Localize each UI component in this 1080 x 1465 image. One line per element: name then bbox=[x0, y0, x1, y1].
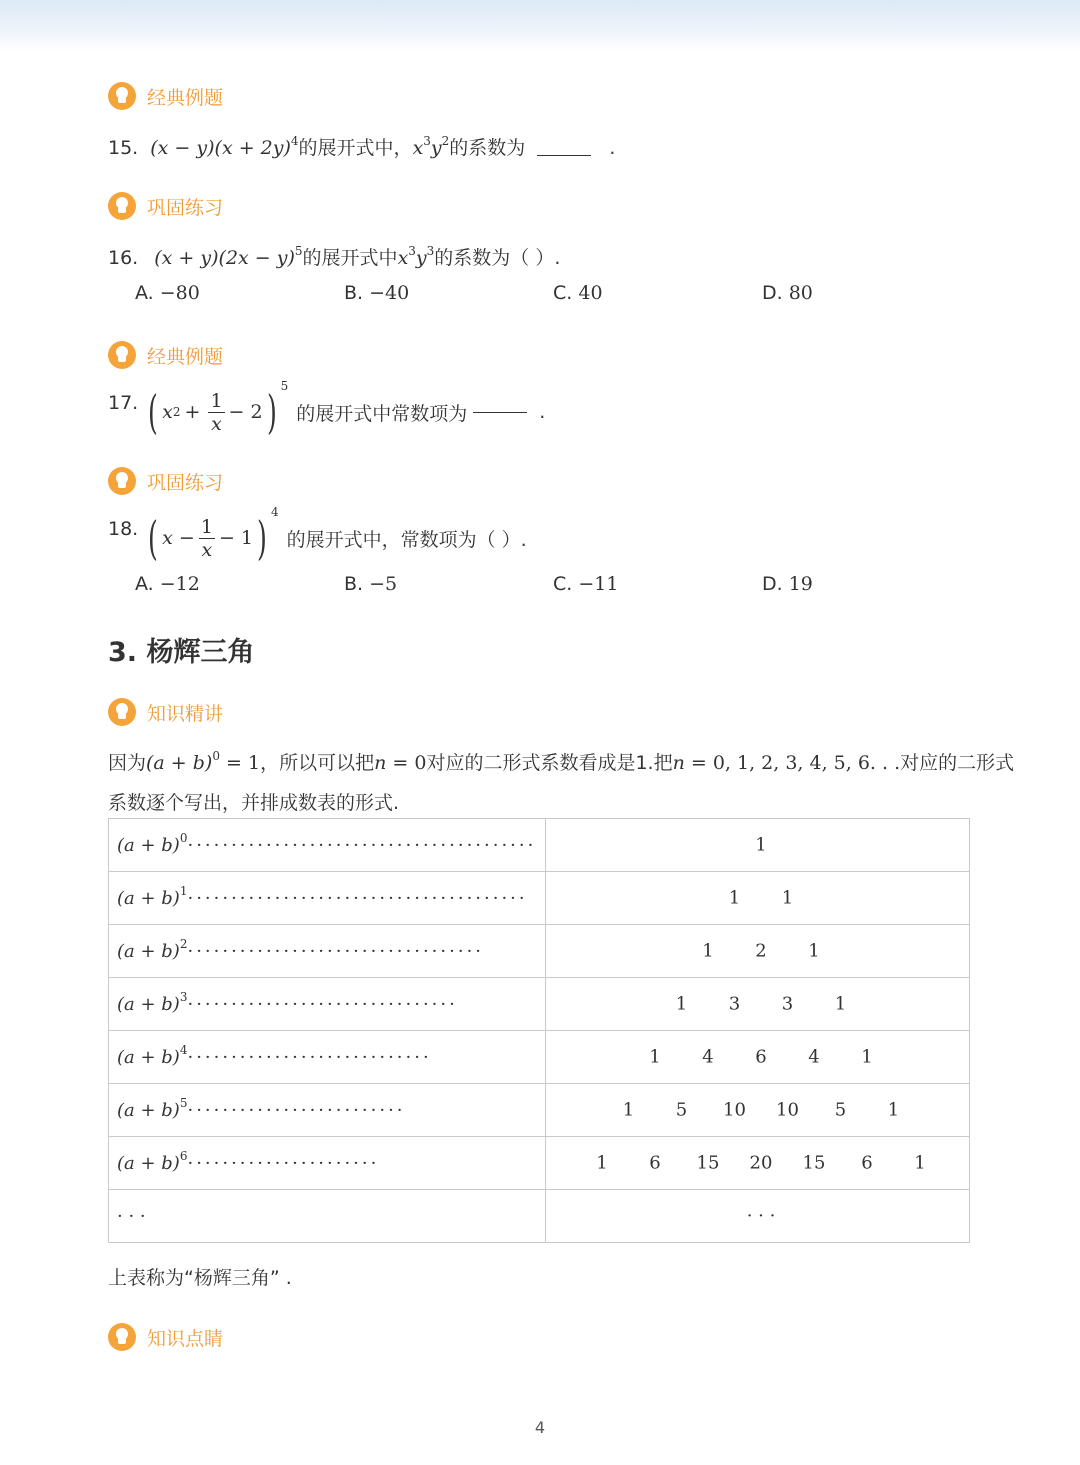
lightbulb-icon bbox=[108, 341, 136, 369]
binomial-base: (a + b) bbox=[117, 887, 180, 909]
binomial-exponent: 1 bbox=[179, 883, 188, 898]
option-label: B. bbox=[344, 573, 364, 595]
math-expression: = 0 bbox=[386, 752, 427, 774]
section-title: 知识点睛 bbox=[147, 1327, 224, 1350]
option-c[interactable] bbox=[553, 282, 603, 304]
option-label: D. bbox=[762, 573, 783, 595]
option-b[interactable] bbox=[344, 573, 397, 595]
table-row bbox=[109, 925, 970, 978]
math-expression: = 1 bbox=[219, 752, 261, 774]
question-end: . bbox=[539, 401, 546, 423]
lightbulb-icon bbox=[108, 192, 136, 220]
math-term: − 2 bbox=[228, 401, 263, 423]
math-expression: = 0, 1, 2, 3, 4, 5, 6. . . bbox=[684, 752, 901, 774]
math-exponent: 3 bbox=[408, 244, 416, 258]
option-value: 80 bbox=[788, 282, 813, 304]
table-row bbox=[109, 1084, 970, 1137]
coefficient: 20 bbox=[749, 1152, 773, 1174]
row-coefficients bbox=[546, 872, 970, 925]
row-coefficients bbox=[546, 1084, 970, 1137]
binomial-base: (a + b) bbox=[117, 940, 180, 962]
row-label bbox=[109, 1137, 546, 1190]
coefficient: 5 bbox=[834, 1099, 847, 1121]
fraction bbox=[199, 516, 215, 561]
question-text: 的系数为（ ）. bbox=[434, 247, 561, 269]
question-number: 16. bbox=[108, 247, 139, 269]
answer-blank bbox=[537, 154, 591, 156]
math-exponent: 4 bbox=[290, 134, 299, 148]
leader-dots: ······························· bbox=[187, 993, 458, 1015]
binomial-exponent: 5 bbox=[179, 1095, 188, 1110]
math-operator: + bbox=[184, 401, 201, 423]
section-title: 巩固练习 bbox=[147, 196, 224, 219]
text: 对应的二形式 bbox=[900, 752, 1015, 774]
binomial-base: (a + b) bbox=[117, 1046, 180, 1068]
row-coefficients bbox=[546, 1137, 970, 1190]
math-expression: (a + b) bbox=[146, 752, 213, 774]
math-term: − 1 bbox=[218, 527, 254, 549]
coefficient: 1 bbox=[675, 993, 688, 1015]
table-row bbox=[109, 1137, 970, 1190]
math-term: x bbox=[412, 137, 424, 159]
coefficient: 15 bbox=[802, 1152, 826, 1174]
numerator: 1 bbox=[210, 389, 223, 412]
binomial-exponent: 0 bbox=[179, 830, 188, 845]
leader-dots: ························· bbox=[187, 1099, 406, 1121]
coefficient: 10 bbox=[776, 1099, 799, 1121]
math-term: x bbox=[162, 401, 173, 423]
question-16 bbox=[108, 243, 560, 270]
binomial-exponent: 6 bbox=[179, 1148, 188, 1163]
page-number: 4 bbox=[534, 1418, 546, 1437]
question-18: 18. ( x − $\frac{1}{x}$ − 1 ) 4 的展开式中，常数项为（ ）. bbox=[108, 505, 527, 565]
coefficient: 1 bbox=[887, 1099, 900, 1121]
binomial-exponent: 3 bbox=[179, 989, 188, 1004]
row-label bbox=[109, 1190, 546, 1243]
top-banner bbox=[0, 0, 1080, 52]
coefficient: 3 bbox=[781, 993, 794, 1015]
lightbulb-icon bbox=[108, 698, 136, 726]
question-end: . bbox=[609, 137, 616, 159]
row-coefficients bbox=[546, 819, 970, 872]
coefficient: 1 bbox=[649, 1046, 661, 1068]
option-label: C. bbox=[553, 282, 573, 304]
row-label bbox=[109, 872, 546, 925]
option-value: −11 bbox=[578, 573, 619, 595]
lightbulb-icon bbox=[108, 1323, 136, 1351]
option-label: A. bbox=[135, 573, 154, 595]
binomial-base: (a + b) bbox=[117, 1152, 180, 1174]
row-coefficients bbox=[546, 925, 970, 978]
paragraph-line-1 bbox=[108, 748, 1014, 775]
section-practice-1 bbox=[108, 191, 223, 221]
math-expression: (x + y)(2x − y) bbox=[154, 247, 295, 269]
table-row bbox=[109, 1031, 970, 1084]
fraction bbox=[208, 390, 224, 435]
lightbulb-icon bbox=[108, 467, 136, 495]
coefficient: 1 bbox=[728, 887, 741, 909]
ellipsis: · · · bbox=[117, 1205, 146, 1227]
table-row bbox=[109, 819, 970, 872]
left-paren: ( bbox=[148, 511, 159, 565]
paragraph-line-2: 系数逐个写出，并排成数表的形式. bbox=[108, 792, 400, 814]
table-caption: 上表称为“杨辉三角” . bbox=[108, 1267, 292, 1289]
section-title: 巩固练习 bbox=[147, 471, 224, 494]
option-c[interactable] bbox=[553, 573, 618, 595]
table-row bbox=[109, 978, 970, 1031]
coefficient: 10 bbox=[723, 1099, 746, 1121]
section-knowledge-tip bbox=[108, 1322, 223, 1352]
row-coefficients bbox=[546, 1190, 970, 1243]
leader-dots: ········································ bbox=[187, 834, 537, 856]
coefficient: 1 bbox=[781, 887, 794, 909]
binomial-exponent: 4 bbox=[179, 1042, 188, 1057]
option-a[interactable] bbox=[135, 282, 200, 304]
binomial-base: (a + b) bbox=[117, 1099, 180, 1121]
coefficient: 6 bbox=[861, 1152, 873, 1174]
numerator: 1 bbox=[200, 515, 213, 538]
question-text: 的系数为 bbox=[449, 137, 526, 159]
section-knowledge bbox=[108, 697, 223, 727]
option-value: −5 bbox=[369, 573, 398, 595]
option-label: D. bbox=[762, 282, 783, 304]
section-classic-example-2 bbox=[108, 340, 223, 370]
option-a[interactable] bbox=[135, 573, 200, 595]
ellipsis: · · · bbox=[746, 1205, 776, 1227]
row-coefficients bbox=[546, 978, 970, 1031]
yanghui-table bbox=[108, 818, 970, 1243]
section-title: 经典例题 bbox=[147, 345, 224, 368]
coefficient: 1 bbox=[622, 1099, 635, 1121]
option-value: 40 bbox=[578, 282, 603, 304]
option-value: 19 bbox=[788, 573, 813, 595]
row-label bbox=[109, 1031, 546, 1084]
math-term: y bbox=[430, 137, 442, 159]
coefficient: 6 bbox=[755, 1046, 767, 1068]
math-exponent: 0 bbox=[212, 749, 220, 763]
question-15 bbox=[108, 133, 615, 160]
option-label: B. bbox=[344, 282, 364, 304]
question-number: 15. bbox=[108, 137, 139, 159]
question-17: 17. ( x 2 + $\frac{1}{x}$ − 2 ) 5 的展开式中常数项为 . bbox=[108, 379, 546, 439]
option-value: −40 bbox=[369, 282, 410, 304]
question-text: 的展开式中 bbox=[302, 247, 398, 269]
coefficient: 1 bbox=[596, 1152, 608, 1174]
coefficient: 6 bbox=[649, 1152, 661, 1174]
text: 对应的二形式系数看成是1.把 bbox=[426, 752, 673, 774]
question-text: 的展开式中，常数项为（ ）. bbox=[286, 528, 527, 551]
math-exponent: 2 bbox=[441, 134, 450, 148]
math-term: x − bbox=[162, 527, 195, 549]
left-paren: ( bbox=[148, 385, 159, 439]
option-d[interactable] bbox=[762, 282, 813, 304]
binomial-base: (a + b) bbox=[117, 834, 180, 856]
option-d[interactable] bbox=[762, 573, 813, 595]
denominator: x bbox=[208, 412, 224, 435]
binomial-exponent: 2 bbox=[179, 936, 188, 951]
coefficient: 3 bbox=[728, 993, 741, 1015]
leader-dots: ·································· bbox=[187, 940, 485, 962]
answer-blank bbox=[473, 411, 527, 413]
question-text: 的展开式中， bbox=[298, 137, 413, 159]
denominator: x bbox=[199, 538, 215, 561]
coefficient: 1 bbox=[834, 993, 847, 1015]
math-expression: (x − y)(x + 2y) bbox=[150, 137, 291, 159]
section-title: 经典例题 bbox=[147, 86, 224, 109]
math-exponent: 5 bbox=[294, 244, 303, 258]
text: 因为 bbox=[108, 752, 147, 774]
option-value: −80 bbox=[159, 282, 200, 304]
row-coefficients bbox=[546, 1031, 970, 1084]
lightbulb-icon bbox=[108, 82, 136, 110]
question-number: 18. bbox=[108, 518, 139, 540]
leader-dots: ···························· bbox=[187, 1046, 432, 1068]
table-row bbox=[109, 872, 970, 925]
coefficient: 4 bbox=[702, 1046, 714, 1068]
leader-dots: ······················ bbox=[187, 1152, 380, 1174]
right-paren: ) bbox=[266, 385, 277, 439]
option-b[interactable] bbox=[344, 282, 409, 304]
coefficient: 1 bbox=[702, 940, 714, 962]
coefficient: 2 bbox=[755, 940, 767, 962]
option-label: C. bbox=[553, 573, 573, 595]
option-label: A. bbox=[135, 282, 154, 304]
row-label bbox=[109, 925, 546, 978]
math-term: x bbox=[397, 247, 409, 269]
section-classic-example-1 bbox=[108, 81, 223, 111]
section-title: 知识精讲 bbox=[147, 702, 224, 725]
text: ，所以可以把 bbox=[260, 752, 375, 774]
table-row bbox=[109, 1190, 970, 1243]
coefficient: 1 bbox=[914, 1152, 926, 1174]
section-heading: 3. 杨辉三角 bbox=[108, 637, 255, 668]
row-label bbox=[109, 978, 546, 1031]
binomial-base: (a + b) bbox=[117, 993, 180, 1015]
coefficient: 4 bbox=[808, 1046, 820, 1068]
math-term: n bbox=[374, 752, 387, 774]
coefficient: 1 bbox=[755, 834, 767, 856]
math-exponent: 3 bbox=[423, 134, 431, 148]
coefficient: 1 bbox=[861, 1046, 873, 1068]
coefficient: 15 bbox=[696, 1152, 720, 1174]
row-label bbox=[109, 1084, 546, 1137]
leader-dots: ······································· bbox=[187, 887, 528, 909]
right-paren: ) bbox=[257, 511, 267, 565]
row-label bbox=[109, 819, 546, 872]
question-text: 的展开式中常数项为 bbox=[296, 402, 468, 425]
section-practice-2 bbox=[108, 466, 223, 496]
math-term: n bbox=[672, 752, 685, 774]
math-term: y bbox=[415, 247, 427, 269]
math-exponent: 3 bbox=[426, 244, 435, 258]
question-number: 17. bbox=[108, 392, 139, 414]
coefficient: 1 bbox=[808, 940, 820, 962]
option-value: −12 bbox=[159, 573, 200, 595]
coefficient: 5 bbox=[675, 1099, 688, 1121]
